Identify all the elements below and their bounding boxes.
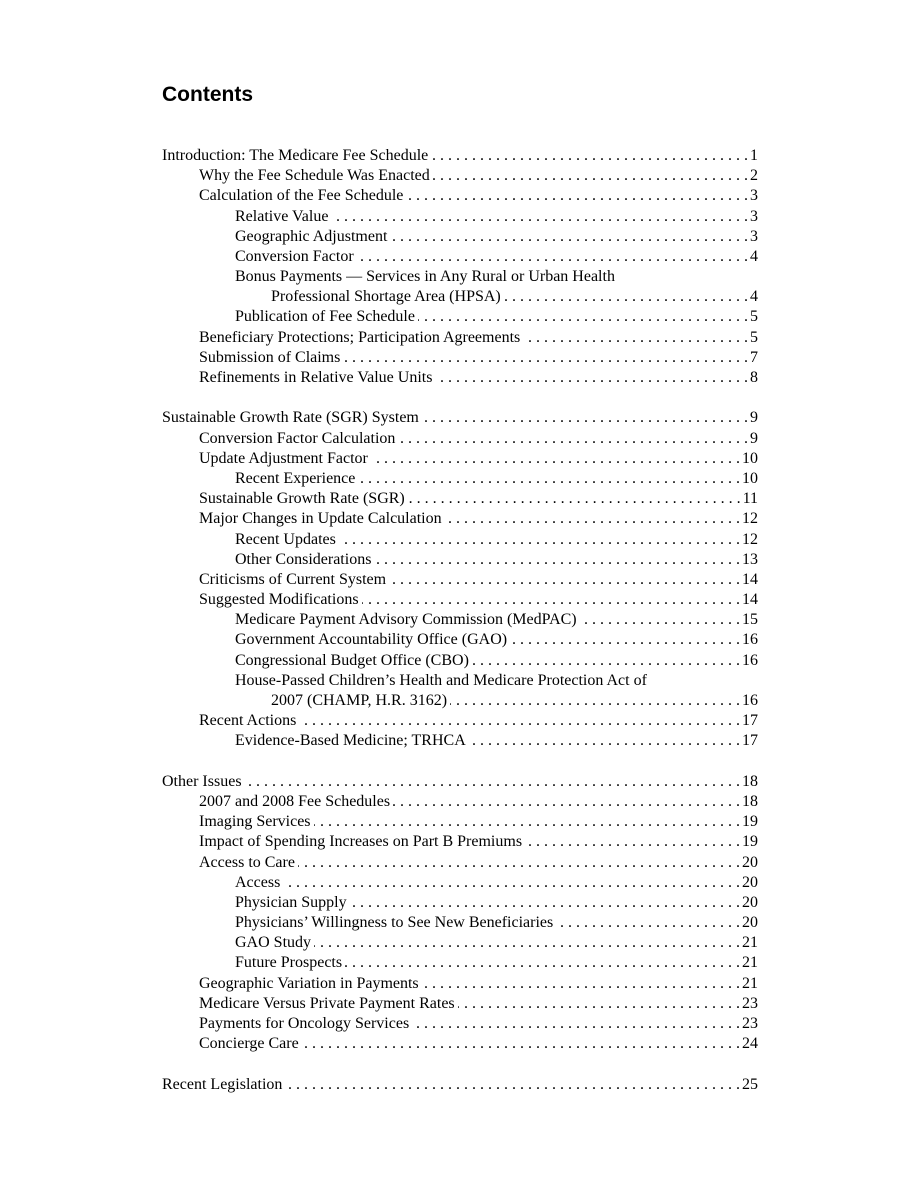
toc-page-number: 3 [750, 187, 758, 205]
toc-entry[interactable] [162, 469, 758, 489]
toc-entry-title: Congressional Budget Office (CBO) [235, 651, 469, 669]
dot-leader [556, 913, 740, 933]
dot-leader [422, 974, 740, 994]
toc-page-number: 12 [742, 510, 758, 528]
toc-entry-title: Major Changes in Update Calculation [199, 510, 442, 528]
dot-leader [314, 933, 740, 953]
toc-page-number: 15 [742, 611, 758, 629]
toc-entry[interactable] [162, 731, 758, 751]
toc-entry-title: Physicians’ Willingness to See New Beneficiaries [235, 914, 554, 932]
toc-entry-title: Submission of Claims [199, 348, 341, 366]
toc-entry-title: Sustainable Growth Rate (SGR) [199, 490, 405, 508]
toc-entry[interactable] [162, 590, 758, 610]
toc-entry[interactable] [162, 429, 758, 449]
toc-entry-title: Medicare Payment Advisory Commission (MedPAC) [235, 611, 577, 629]
toc-page-number: 18 [742, 772, 758, 790]
dot-leader [418, 307, 748, 327]
toc-entry-title: Conversion Factor Calculation [199, 429, 396, 447]
toc-entry-title: Why the Fee Schedule Was Enacted [199, 167, 430, 185]
toc-page-number: 16 [742, 651, 758, 669]
toc-page-number: 20 [742, 893, 758, 911]
toc-entry[interactable] [162, 308, 758, 328]
toc-page-number: 17 [742, 732, 758, 750]
toc-entry-title: 2007 and 2008 Fee Schedules [199, 792, 391, 810]
toc-entry-title: Relative Value [235, 207, 329, 225]
toc-entry-title: Geographic Variation in Payments [199, 974, 419, 992]
toc-page-number: 7 [750, 348, 758, 366]
toc-entry[interactable] [162, 227, 758, 247]
dot-leader [523, 328, 748, 348]
toc-entry-title: Suggested Modifications [199, 591, 359, 609]
toc-page-number: 16 [742, 631, 758, 649]
toc-page-number: 16 [742, 692, 758, 710]
toc-entry[interactable] [162, 570, 758, 590]
toc-entry[interactable] [162, 913, 758, 933]
dot-leader [358, 469, 740, 489]
dot-leader [357, 247, 748, 267]
toc-page-number: 12 [742, 530, 758, 548]
dot-leader [435, 368, 748, 388]
dot-leader [302, 1034, 740, 1054]
toc-page-number: 4 [750, 288, 758, 306]
toc-entry [162, 287, 758, 307]
toc-entry[interactable] [162, 651, 758, 671]
dot-leader [362, 590, 740, 610]
toc-entry-title: Publication of Fee Schedule [235, 308, 415, 326]
toc-entry-title: Concierge Care [199, 1035, 299, 1053]
toc-entry-title: Government Accountability Office (GAO) [235, 631, 508, 649]
dot-leader [510, 630, 740, 650]
toc-entry[interactable] [162, 873, 758, 893]
toc-page-number: 9 [750, 409, 758, 427]
toc-entry-title-line1: Bonus Payments — Services in Any Rural or Urban Health [235, 268, 615, 286]
toc-page-number: 9 [750, 429, 758, 447]
toc-entry-title: Sustainable Growth Rate (SGR) System [162, 409, 419, 427]
toc-page-number: 20 [742, 853, 758, 871]
toc-page-number: 4 [750, 247, 758, 265]
toc-entry[interactable] [162, 954, 758, 974]
toc-page-number: 20 [742, 914, 758, 932]
toc-entry-title: Other Issues [162, 772, 242, 790]
dot-leader [445, 509, 740, 529]
dot-leader [422, 408, 748, 428]
toc-entry[interactable] [162, 489, 758, 509]
toc-entry-multiline[interactable] [162, 671, 758, 711]
toc-page-number: 2 [750, 167, 758, 185]
table-of-contents [162, 146, 758, 1115]
toc-page-number: 8 [750, 369, 758, 387]
dot-leader [469, 731, 740, 751]
dot-leader [314, 812, 740, 832]
toc-entry[interactable] [162, 368, 758, 388]
toc-entry[interactable] [162, 933, 758, 953]
dot-leader [393, 792, 740, 812]
toc-entry[interactable] [162, 247, 758, 267]
page-title: Contents [162, 83, 253, 106]
toc-entry[interactable] [162, 408, 758, 428]
dot-leader [398, 429, 748, 449]
dot-leader [331, 207, 748, 227]
toc-entry[interactable] [162, 449, 758, 469]
toc-page-number: 10 [742, 449, 758, 467]
toc-entry[interactable] [162, 1034, 758, 1054]
dot-leader [433, 166, 748, 186]
toc-entry[interactable] [162, 166, 758, 186]
dot-leader [406, 186, 748, 206]
toc-page-number: 14 [742, 570, 758, 588]
toc-entry[interactable] [162, 974, 758, 994]
dot-leader [390, 227, 748, 247]
toc-entry-title: Calculation of the Fee Schedule [199, 187, 404, 205]
toc-entry[interactable] [162, 186, 758, 206]
toc-section [162, 408, 758, 751]
toc-entry-title: Access to Care [199, 853, 295, 871]
toc-page-number: 19 [742, 833, 758, 851]
toc-entry-title-line1: House-Passed Children’s Health and Medicare Protection Act of [235, 671, 647, 689]
toc-page-number: 11 [742, 490, 758, 508]
dot-leader [374, 550, 740, 570]
toc-entry-title: Introduction: The Medicare Fee Schedule [162, 146, 429, 164]
toc-entry-title: Payments for Oncology Services [199, 1015, 410, 1033]
toc-entry-title: Beneficiary Protections; Participation Agreements [199, 328, 521, 346]
toc-page-number: 5 [750, 308, 758, 326]
toc-entry-title: GAO Study [235, 934, 312, 952]
toc-page-number: 18 [742, 792, 758, 810]
dot-leader [339, 530, 740, 550]
toc-entry[interactable] [162, 792, 758, 812]
dot-leader [285, 1075, 740, 1095]
toc-entry-title: Criticisms of Current System [199, 570, 387, 588]
toc-section [162, 772, 758, 1055]
dot-leader [371, 449, 740, 469]
toc-entry[interactable] [162, 893, 758, 913]
toc-entry[interactable] [162, 146, 758, 166]
dot-leader [389, 570, 740, 590]
toc-entry-title: 2007 (CHAMP, H.R. 3162) [271, 692, 448, 710]
dot-leader [580, 610, 740, 630]
dot-leader [408, 489, 741, 509]
toc-entry[interactable] [162, 530, 758, 550]
toc-entry-title: Refinements in Relative Value Units [199, 369, 433, 387]
toc-entry-title: Conversion Factor [235, 247, 354, 265]
dot-leader [283, 873, 740, 893]
toc-entry-title: Geographic Adjustment [235, 227, 388, 245]
toc-entry-multiline[interactable] [162, 267, 758, 307]
toc-page-number: 14 [742, 591, 758, 609]
toc-entry[interactable] [162, 509, 758, 529]
toc-section [162, 146, 758, 388]
toc-entry[interactable] [162, 832, 758, 852]
dot-leader [450, 691, 740, 711]
toc-page-number: 21 [742, 954, 758, 972]
toc-entry[interactable] [162, 550, 758, 570]
toc-entry-title: Recent Experience [235, 469, 356, 487]
toc-entry[interactable] [162, 994, 758, 1014]
dot-leader [298, 853, 740, 873]
toc-page-number: 23 [742, 994, 758, 1012]
toc-entry-title: Update Adjustment Factor [199, 449, 368, 467]
toc-entry-title: Future Prospects [235, 954, 343, 972]
toc-page-number: 20 [742, 873, 758, 891]
dot-leader [472, 651, 740, 671]
toc-entry[interactable] [162, 1075, 758, 1095]
toc-entry-title: Impact of Spending Increases on Part B Premiums [199, 833, 523, 851]
toc-entry[interactable] [162, 853, 758, 873]
toc-page-number: 24 [742, 1035, 758, 1053]
toc-page-number: 3 [750, 227, 758, 245]
toc-page-number: 3 [750, 207, 758, 225]
dot-leader [245, 772, 740, 792]
toc-page-number: 1 [750, 146, 758, 164]
toc-page-number: 21 [742, 934, 758, 952]
toc-entry [162, 691, 758, 711]
toc-entry[interactable] [162, 1014, 758, 1034]
toc-page-number: 25 [742, 1075, 758, 1093]
toc-entry[interactable] [162, 348, 758, 368]
dot-leader [431, 146, 748, 166]
dot-leader [525, 832, 740, 852]
dot-leader [458, 994, 740, 1014]
dot-leader [350, 893, 740, 913]
toc-page-number: 21 [742, 974, 758, 992]
toc-entry[interactable] [162, 610, 758, 630]
dot-leader [412, 1014, 740, 1034]
toc-page-number: 10 [742, 469, 758, 487]
toc-entry[interactable] [162, 328, 758, 348]
toc-entry-title: Medicare Versus Private Payment Rates [199, 994, 455, 1012]
toc-entry[interactable] [162, 711, 758, 731]
dot-leader [299, 711, 740, 731]
toc-entry-title: Other Considerations [235, 550, 372, 568]
toc-entry[interactable] [162, 812, 758, 832]
toc-page-number: 13 [742, 550, 758, 568]
toc-entry-title: Recent Updates [235, 530, 336, 548]
toc-entry-title: Recent Legislation [162, 1075, 283, 1093]
toc-entry-title: Professional Shortage Area (HPSA) [271, 288, 501, 306]
toc-entry[interactable] [162, 207, 758, 227]
toc-entry-title: Evidence-Based Medicine; TRHCA [235, 732, 466, 750]
toc-entry[interactable] [162, 631, 758, 651]
toc-entry-title: Access [235, 873, 281, 891]
toc-entry-title: Imaging Services [199, 813, 311, 831]
dot-leader [343, 348, 748, 368]
toc-entry[interactable] [162, 772, 758, 792]
dot-leader [504, 287, 748, 307]
toc-section [162, 1075, 758, 1095]
dot-leader [345, 953, 740, 973]
toc-page-number: 17 [742, 712, 758, 730]
toc-page-number: 19 [742, 813, 758, 831]
toc-page-number: 23 [742, 1015, 758, 1033]
toc-page-number: 5 [750, 328, 758, 346]
toc-entry-title: Recent Actions [199, 712, 297, 730]
toc-entry-title: Physician Supply [235, 893, 347, 911]
